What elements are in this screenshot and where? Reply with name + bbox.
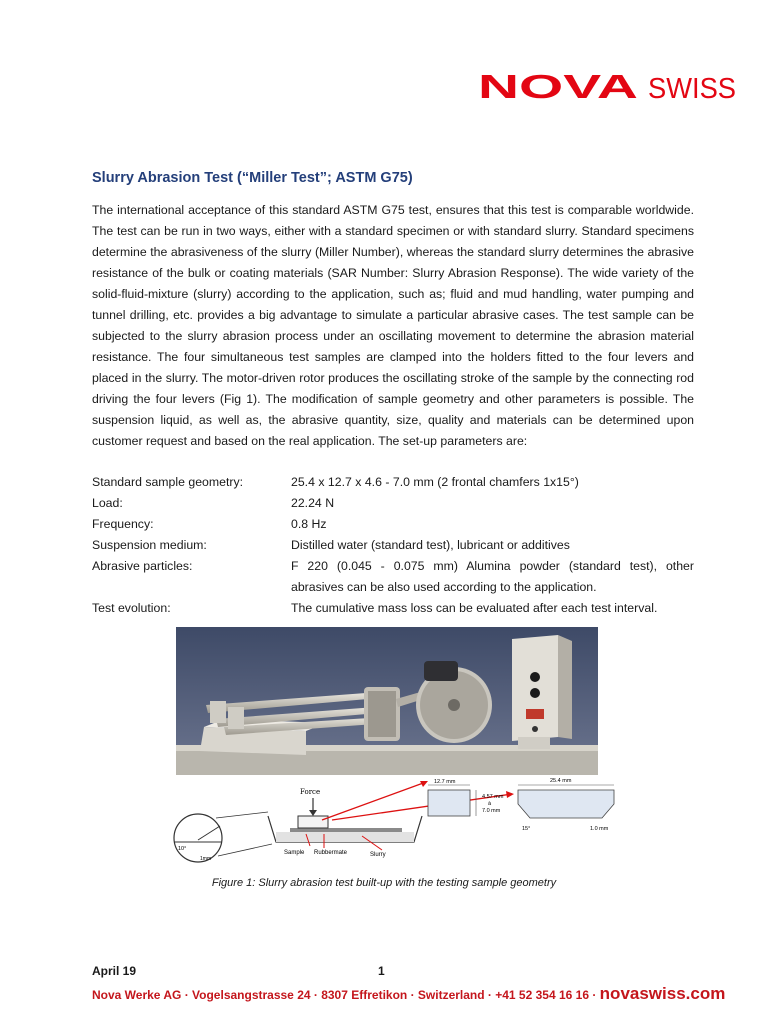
param-value: The cumulative mass loss can be evaluated after each test interval. — [291, 601, 658, 615]
page-title: Slurry Abrasion Test (“Miller Test”; ASTM G75) — [92, 170, 413, 186]
rubbermate-label: Rubbermate — [314, 850, 348, 856]
dim-7-0-label: 7.0 mm — [482, 808, 501, 814]
param-row — [92, 556, 694, 598]
param-label: Frequency: — [92, 517, 154, 531]
angle-label: 10° — [178, 846, 187, 852]
footer-website: novaswiss.com — [599, 984, 726, 1003]
param-value: F 220 (0.045 - 0.075 mm) Alumina powder (standard test), other abrasives can be also used according to the application. — [291, 559, 694, 594]
footer-page-number: 1 — [378, 964, 385, 978]
param-value: 22.24 N — [291, 496, 335, 510]
figure-caption: Figure 1: Slurry abrasion test built-up with the testing sample geometry — [211, 877, 557, 889]
param-label: Test evolution: — [92, 601, 171, 615]
nova-swiss-logo — [478, 68, 738, 104]
param-value: 25.4 x 12.7 x 4.6 - 7.0 mm (2 frontal chamfers 1x15°) — [291, 475, 579, 489]
param-label: Load: — [92, 496, 123, 510]
body-paragraph: The international acceptance of this standard ASTM G75 test, ensures that this test is comparable worldwide. The test can be run in two ways, either with a standard specimen or with standard slurry. Standard specimens determine the abrasiveness of the slurry (Miller Number), whereas the standard slurry determines the abrasive resistance of the bulk or coating materials (SAR Number: Slurry Abrasion Response). The wide variety of the solid-fluid-mixture (slurry) according to the application, such as; fluid and mud handling, water pumping and tunnel drilling, etc. provides a big advantage to simulate a particular abrasive cases. The test sample can be subjected to the slurry abrasion process under an oscillating movement to determine the abrasion material resistance. The four simultaneous test samples are clamped into the holders fitted to the four levers and placed in the slurry. The motor-driven rotor produces the oscillating stroke of the sample by the connecting rod driving the four levers (Fig 1). The modification of sample geometry and other parameters is possible. The suspension liquid, as well as, the abrasive quantity, size, quality and materials can be determined upon customer request and based on the real application. The set-up parameters are: — [92, 203, 694, 448]
sample-label: Sample — [284, 850, 305, 856]
param-row — [92, 493, 694, 514]
dim-12-7-label: 12.7 mm — [434, 779, 456, 785]
param-row — [92, 472, 694, 493]
sample-geometry-diagram — [172, 776, 622, 868]
dim-a-label: à — [488, 801, 492, 807]
param-label: Standard sample geometry: — [92, 475, 244, 489]
param-row — [92, 598, 694, 619]
magnifier-circle — [174, 814, 222, 862]
slurry-label: Slurry — [370, 852, 386, 858]
dim-1-0-label: 1.0 mm — [590, 826, 609, 832]
dim-4-57-label: 4.57 mm — [482, 794, 504, 800]
param-value: 0.8 Hz — [291, 517, 327, 531]
force-label: Force — [300, 788, 321, 796]
param-value: Distilled water (standard test), lubricant or additives — [291, 538, 570, 552]
test-rig-photo — [176, 627, 598, 775]
footer-date: April 19 — [92, 964, 137, 978]
parameter-list — [92, 472, 694, 619]
footer-address-text: Nova Werke AG · Vogelsangstrasse 24 · 8307 Effretikon · Switzerland · +41 52 354 16 16 · — [92, 988, 600, 1002]
footer-address — [92, 984, 742, 1002]
logo-text-nova: NOVA — [478, 68, 638, 104]
dim-25-4-label: 25.4 mm — [550, 778, 572, 784]
mm-label: 1mm — [200, 856, 212, 862]
param-label: Abrasive particles: — [92, 559, 193, 573]
angle-15-label: 15° — [522, 826, 531, 832]
param-row — [92, 514, 694, 535]
param-row — [92, 535, 694, 556]
logo-text-swiss: SWISS — [648, 73, 736, 104]
param-label: Suspension medium: — [92, 538, 207, 552]
